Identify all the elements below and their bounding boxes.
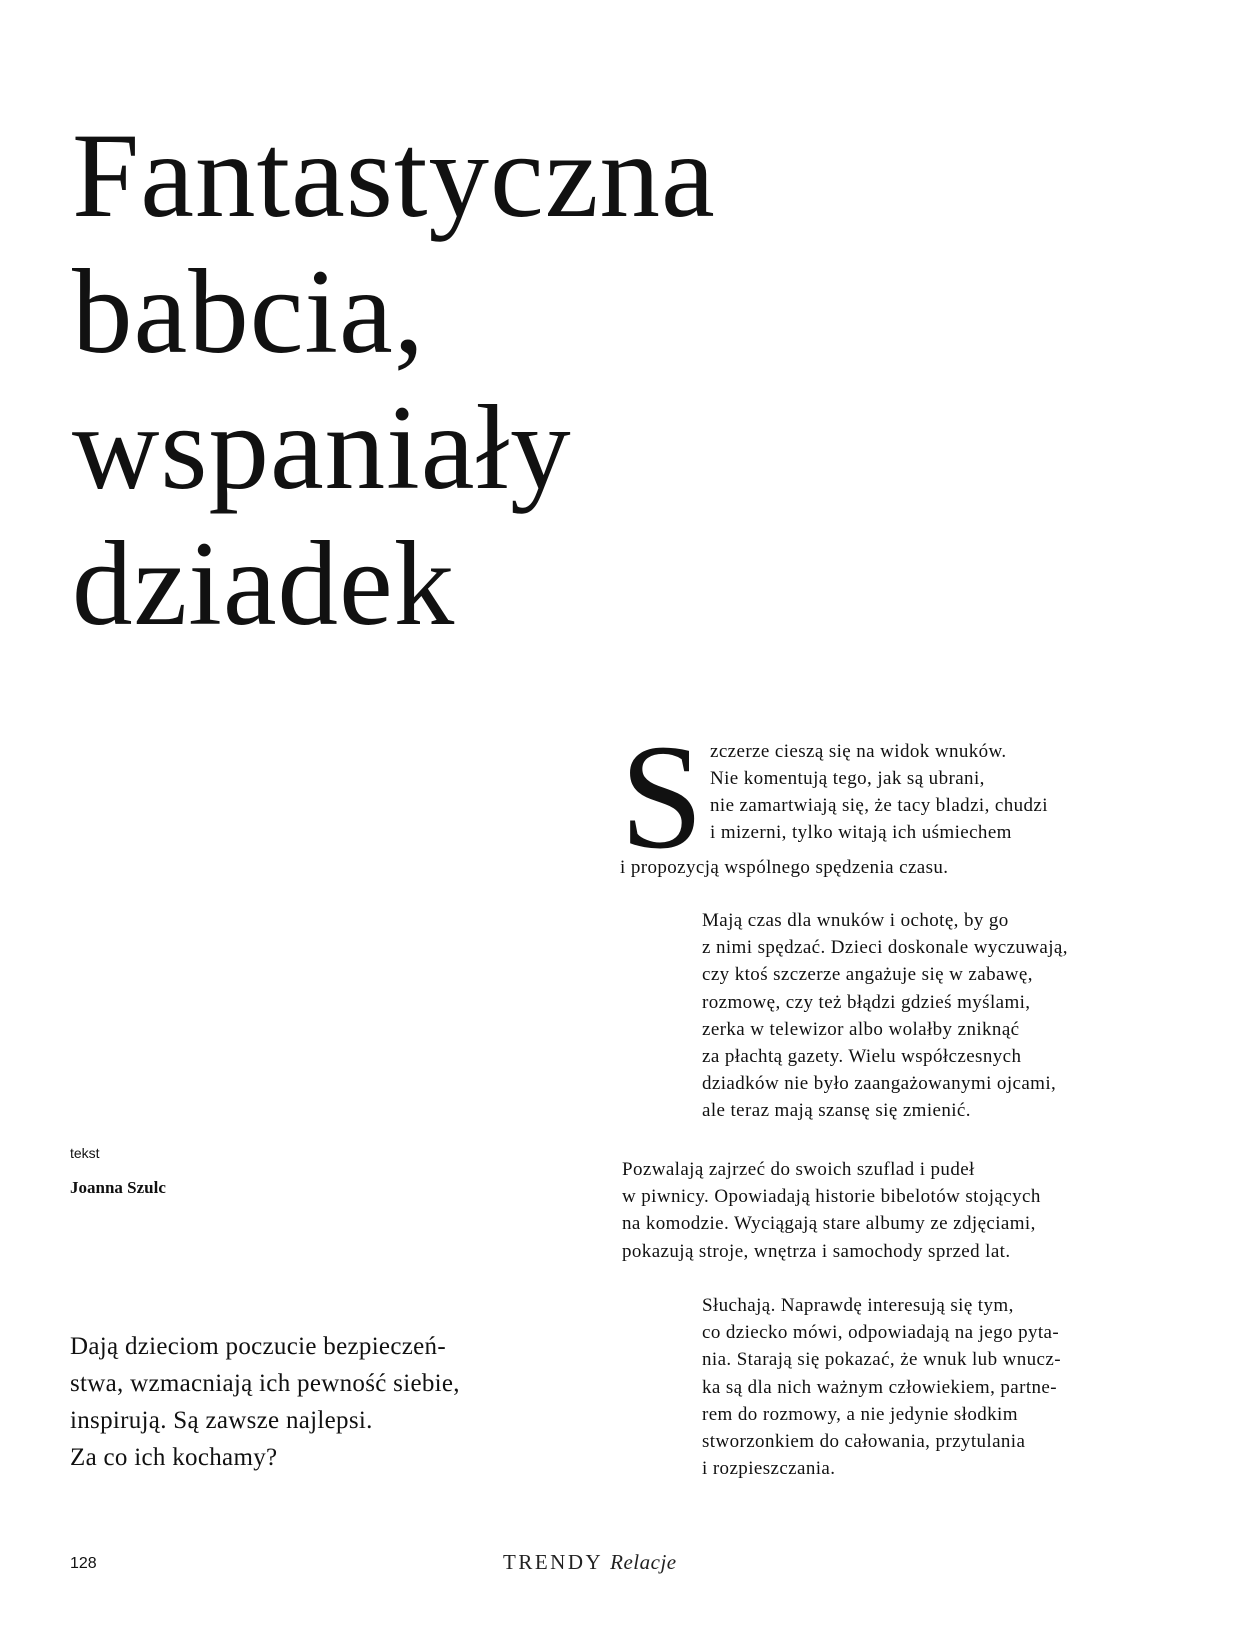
lead-line: zczerze cieszą się na widok wnuków. [710, 741, 1007, 762]
paragraph-line: czy ktoś szczerze angażuje się w zabawę, [702, 964, 1033, 986]
paragraph-line: pokazują stroje, wnętrza i samochody sprzed lat. [622, 1240, 1011, 1262]
paragraph-line: zerka w telewizor albo wolałby zniknąć [702, 1018, 1020, 1040]
lead-line: i mizerni, tylko witają ich uśmiechem [710, 822, 1012, 843]
body-paragraph-1 [702, 907, 1068, 1125]
paragraph-line: z nimi spędzać. Dzieci doskonale wyczuwają, [702, 937, 1068, 959]
pull-quote [70, 1328, 460, 1476]
paragraph-line: nia. Starają się pokazać, że wnuk lub wnucz- [702, 1349, 1061, 1371]
paragraph-line: w piwnicy. Opowiadają historie bibelotów stojących [622, 1186, 1041, 1208]
paragraph-line: na komodzie. Wyciągają stare albumy ze zdjęciami, [622, 1213, 1036, 1235]
paragraph-line: ka są dla nich ważnym człowiekiem, partne- [702, 1376, 1057, 1398]
paragraph-line: rozmowę, czy też błądzi gdzieś myślami, [702, 991, 1031, 1013]
lead-line: Nie komentują tego, jak są ubrani, [710, 768, 985, 789]
paragraph-line: za płachtą gazety. Wielu współczesnych [702, 1046, 1022, 1068]
paragraph-line: i rozpieszczania. [702, 1458, 836, 1480]
headline-line: dziadek [72, 517, 456, 651]
paragraph-line: rem do rozmowy, a nie jedynie słodkim [702, 1403, 1018, 1425]
lead-line: nie zamartwiają się, że tacy bladzi, chudzi [710, 795, 1048, 816]
article-headline [72, 108, 716, 652]
magazine-name: TRENDY [503, 1550, 603, 1574]
headline-line: wspaniały [72, 381, 572, 515]
body-paragraph-2 [622, 1156, 1041, 1265]
section-name: Relacje [610, 1550, 677, 1574]
page-number: 128 [70, 1555, 97, 1572]
pull-quote-line: Za co ich kochamy? [70, 1444, 278, 1471]
drop-cap: S [620, 714, 704, 880]
paragraph-line: ale teraz mają szansę się zmienić. [702, 1100, 971, 1122]
credit-label: tekst [70, 1145, 100, 1161]
paragraph-line: dziadków nie było zaangażowanymi ojcami, [702, 1073, 1057, 1095]
pull-quote-line: Dają dzieciom poczucie bezpieczeń- [70, 1333, 446, 1360]
body-paragraph-3 [702, 1292, 1061, 1482]
author-name: Joanna Szulc [70, 1178, 166, 1197]
paragraph-line: Pozwalają zajrzeć do swoich szuflad i pudeł [622, 1159, 975, 1180]
lead-paragraph [620, 714, 1140, 881]
paragraph-line: Słuchają. Naprawdę interesują się tym, [702, 1295, 1014, 1316]
pull-quote-line: inspirują. Są zawsze najlepsi. [70, 1407, 373, 1434]
paragraph-line: Mają czas dla wnuków i ochotę, by go [702, 910, 1009, 931]
lead-line: i propozycją wspólnego spędzenia czasu. [620, 857, 949, 878]
footer-brand [503, 1550, 677, 1575]
pull-quote-line: stwa, wzmacniają ich pewność siebie, [70, 1370, 460, 1397]
headline-line: babcia, [72, 245, 425, 379]
paragraph-line: co dziecko mówi, odpowiadają na jego pyta- [702, 1322, 1060, 1344]
headline-line: Fantastyczna [72, 109, 716, 243]
paragraph-line: stworzonkiem do całowania, przytulania [702, 1431, 1026, 1453]
